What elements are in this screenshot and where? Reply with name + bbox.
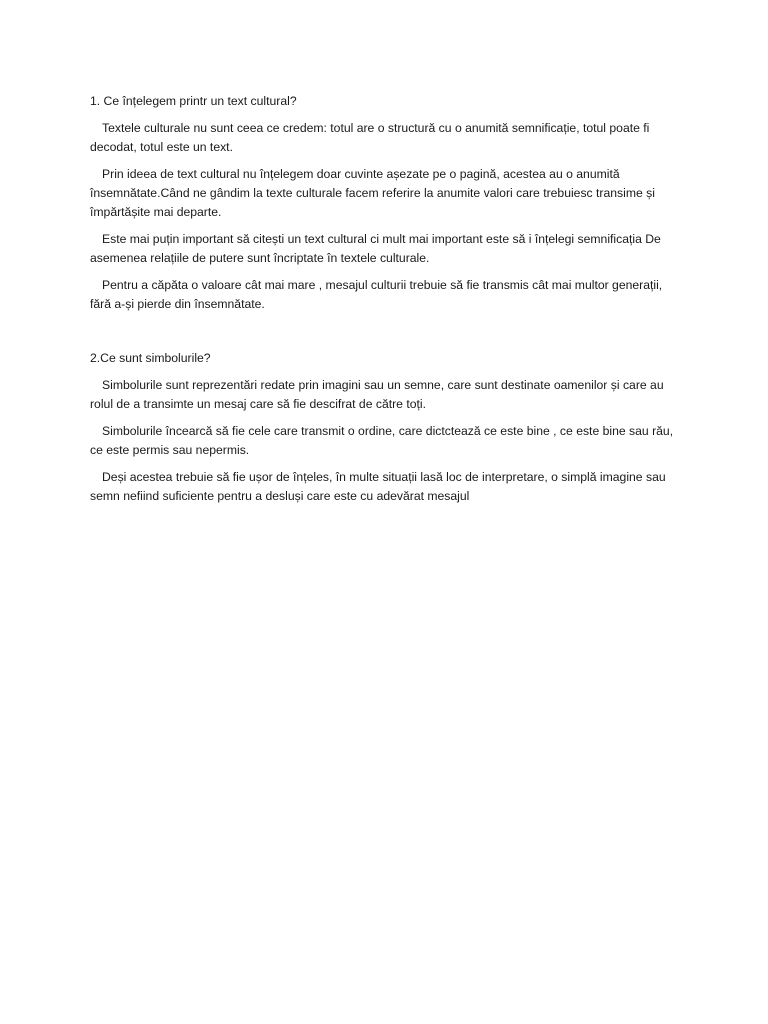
section-spacer [90, 322, 680, 349]
section-1-heading: 1. Ce înțelegem printr un text cultural? [90, 94, 297, 108]
section-2-paragraph-3: Deși acestea trebuie să fie ușor de înțeles, în multe situații lasă loc de interpretare, o simplă imagine sau semn nefiind suficiente pentru a desluși care este cu adevărat mesajul [90, 470, 666, 503]
section-2-paragraph-2: Simbolurile încearcă să fie cele care transmit o ordine, care dictctează ce este bine , ce este bine sau rău, ce este permis sau nepermis. [90, 424, 674, 457]
section-1-paragraph-3: Este mai puțin important să citești un text cultural ci mult mai important este să i înțelegi semnificația De asemenea relațiile de putere sunt încriptate în textele culturale. [90, 232, 661, 265]
section-1-paragraph-2: Prin ideea de text cultural nu înțelegem doar cuvinte așezate pe o pagină, acestea au o anumită însemnătate.Când ne gândim la texte culturale facem referire la anumite valori care trebuiesc transime și împărtășite mai departe. [90, 167, 655, 219]
section-1-paragraph-1: Textele culturale nu sunt ceea ce credem: totul are o structură cu o anumită semnificație, totul poate fi decodat, totul este un text. [90, 121, 650, 154]
document-body [90, 92, 680, 514]
section-2-paragraph-1: Simbolurile sunt reprezentări redate prin imagini sau un semne, care sunt destinate oamenilor și care au rolul de a transimte un mesaj care să fie descifrat de către toți. [90, 378, 664, 411]
section-1-paragraph-4: Pentru a căpăta o valoare cât mai mare , mesajul culturii trebuie să fie transmis cât mai multor generații, fără a-și pierde din însemnătate. [90, 278, 663, 311]
section-2-heading: 2.Ce sunt simbolurile? [90, 351, 211, 365]
